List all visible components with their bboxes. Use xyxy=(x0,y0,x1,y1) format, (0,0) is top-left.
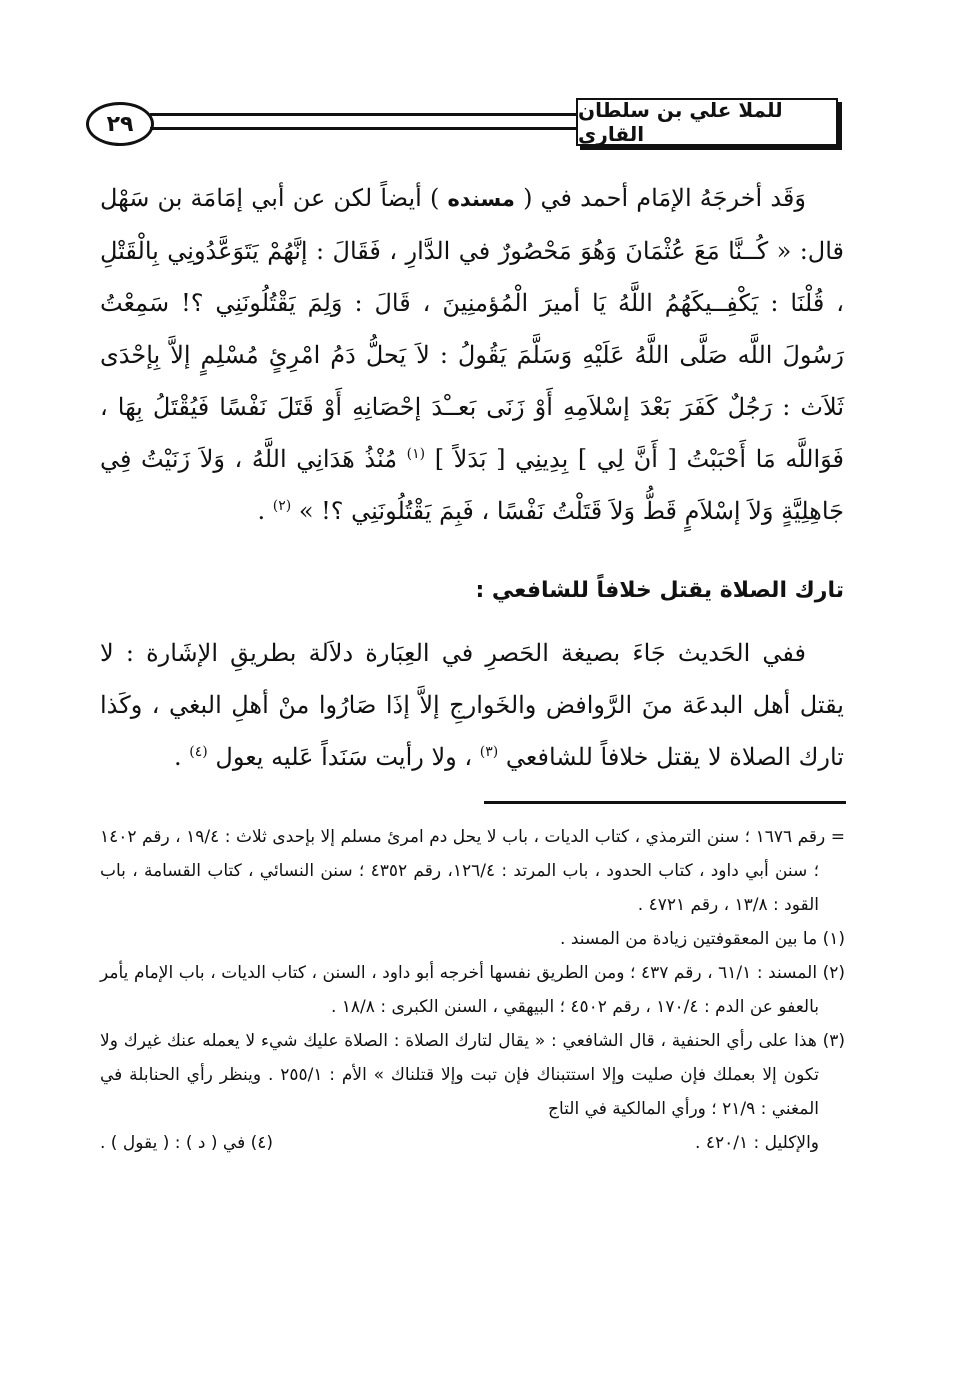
paragraph-ruling-end: . xyxy=(173,743,182,771)
page-number: ٢٩ xyxy=(86,102,154,146)
footnote-ref-1: (١) xyxy=(406,446,426,462)
header-rule-bottom xyxy=(150,127,576,130)
footnote-2: (٢) المسند : ٦١/١ ، رقم ٤٣٧ ؛ ومن الطريق نفسها أخرجه أبو داود ، السنن ، كتاب الديات ، باب الإمام يأمر بالعفو عن الدم : ١٧٠/٤ ، رقم ٤٥٠٢ ؛ البيهقي ، السنن الكبرى : ١٨/٨ . xyxy=(100,963,846,1017)
paragraph-ruling xyxy=(100,627,844,783)
paragraph-hadith-before: وَقَد أخرجَهُ الإمَام أحمد في ( xyxy=(523,184,806,212)
footnote-4: (٤) في ( د ) : ( يقول ) . xyxy=(100,1133,274,1153)
paragraph-hadith-middle: مُنْذُ هَدَانِي اللَّهُ ، وَلاَ زَنَيْتُ فِي جَاهِلِيَّةٍ وَلاَ إسْلاَمٍ قَطُّ وَلاَ قَتَلْتُ نَفْسًا ، فَبِمَ يَقْتُلُونَنِي ؟! » xyxy=(100,445,844,525)
footnote-3-tail: والإكليل : ٤٢٠/١ . xyxy=(695,1133,819,1153)
paragraph-ruling-text: ففي الحَديث جَاءَ بصيغة الحَصرِ في العِبَارة دلاَلة بطريقِ الإشَارة : لا يقتل أهل البدعَة منَ الرَّوافض والخَوارجِ إلاَّ إذَا صَارُوا منْ أهلِ البغي ، وكَذا تارك الصلاة لا يقتل خلافاً للشافعي xyxy=(100,639,844,771)
paragraph-hadith xyxy=(100,172,844,537)
header-rule-top xyxy=(150,113,576,116)
footnote-ref-2: (٢) xyxy=(272,498,292,514)
footnote-ref-4: (٤) xyxy=(189,744,208,760)
paragraph-ruling-mid: ، ولا رأيت سَنَداً عَليه يعول xyxy=(215,743,473,771)
footnote-continuation: = رقم ١٦٧٦ ؛ سنن الترمذي ، كتاب الديات ، باب لا يحل دم امرئ مسلم إلا بإحدى ثلاث : ١٩/٤ ، رقم ١٤٠٢ ؛ سنن أبي داود ، كتاب الحدود ، باب المرتد : ١٢٦/٤، رقم ٤٣٥٢ ؛ سنن النسائي ، كتاب القسامة ، باب القود : ١٣/٨ ، رقم ٤٧٢١ . xyxy=(100,827,846,915)
footnote-separator xyxy=(484,801,846,804)
footnotes xyxy=(100,820,845,1160)
paragraph-hadith-after: ) أيضاً لكن عن أبي إمَامَة بن سَهْل قال: « كُــنَّا مَعَ عُثْمَانَ وَهُوَ مَحْصُورٌ في الدَّارِ ، فَقَالَ : إنَّهُمْ يَتَوَعَّدُونِي بِالْقَتْلِ ، قُلْنَا : يَكْفِــيكَهُمُ اللَّهُ يَا أميرَ الْمُؤمنِينَ ، قَالَ : وَلِمَ يَقْتُلُونَنِي ؟! سَمِعْتُ رَسُولَ اللَّه صَلَّى اللَّهُ عَلَيْهِ وَسَلَّمَ يَقُولُ : لاَ يَحلُّ دَمُ امْرِئٍ مُسْلِمٍ إلاَّ بِإحْدَى ثَلاَث : رَجُلٌ كَفَرَ بَعْدَ إسْلاَمِهِ أَوْ زَنَى بَعــْدَ إحْصَانِهِ أَوْ قَتَلَ نَفْسًا فَيُقْتَلُ بِهَا ، فَوَاللَّه مَا أَحْبَبْتُ [ أَنَّ لِي ] بِدِينِي [ بَدَلاً ] xyxy=(100,184,844,473)
footnote-1: (١) ما بين المعقوفتين زيادة من المسند . xyxy=(560,929,845,949)
page-header xyxy=(86,96,838,152)
source-title-bold: مسنده xyxy=(447,187,515,211)
running-title: للملا علي بن سلطان القاري xyxy=(576,98,838,146)
footnote-3: (٣) هذا على رأي الحنفية ، قال الشافعي : « يقال لتارك الصلاة : الصلاة عليك شيء لا يعمله عنك غيرك ولا تكون إلا بعملك فإن صليت وإلا استتبناك فإن تبت وإلا قتلناك » الأم : ٢٥٥/١ . وينظر رأي الحنابلة في المغني : ٢١/٩ ؛ ورأي المالكية في التاج xyxy=(100,1031,845,1119)
paragraph-hadith-end: . xyxy=(257,497,266,525)
section-heading: تارك الصلاة يقتل خلافاً للشافعي : xyxy=(475,578,844,603)
footnote-last-line xyxy=(100,1126,845,1160)
footnote-ref-3: (٣) xyxy=(479,744,499,760)
main-text xyxy=(100,172,844,783)
